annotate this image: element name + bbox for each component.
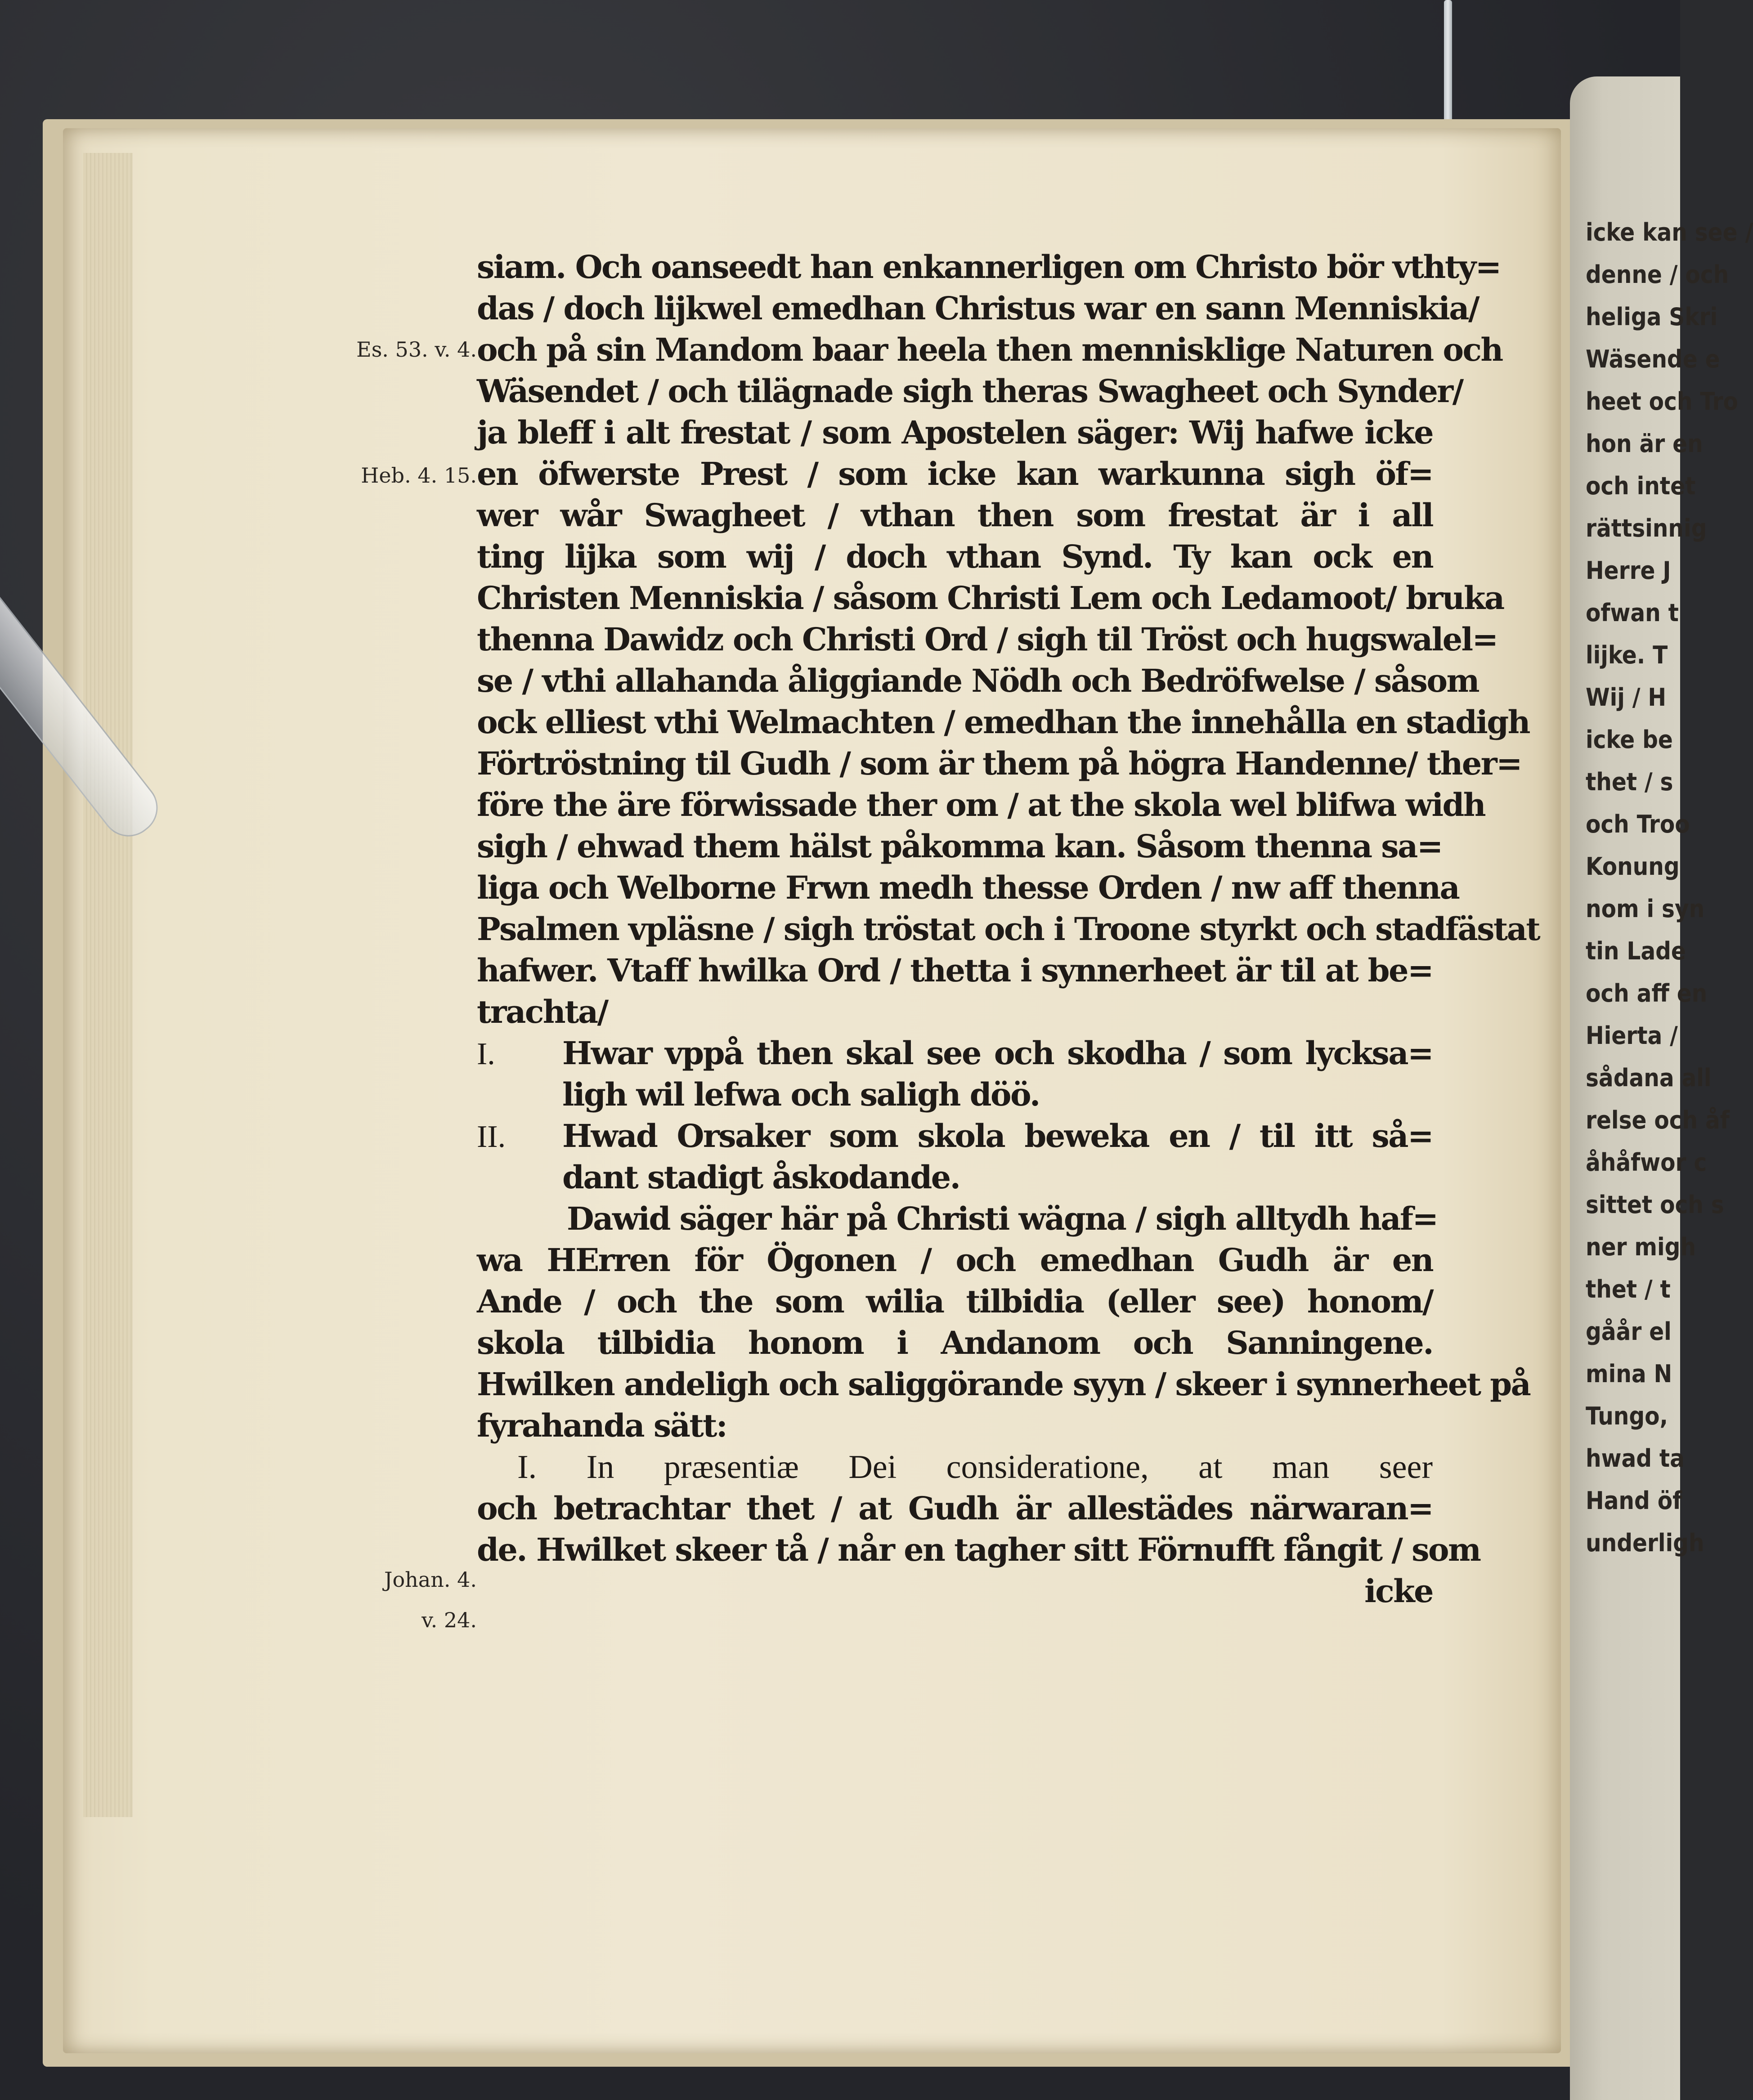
catchword: icke xyxy=(1364,1572,1433,1610)
text-line: liga och Welborne Frwn medh thesse Orden / nw aff thenna xyxy=(477,869,1459,906)
facing-page-line: thet / s xyxy=(1586,768,1673,796)
facing-page-line: ner migh xyxy=(1586,1233,1696,1261)
facing-page-line: rättsinnig xyxy=(1586,514,1707,542)
facing-page-line: nom i syn xyxy=(1586,895,1705,923)
text-line: Förtröstning til Gudh / som är them på högra Handenne/ ther= xyxy=(477,745,1522,782)
facing-page-line: hwad ta xyxy=(1586,1444,1685,1473)
text-line: Ande / och the som wilia tilbidia (eller see) honom/ xyxy=(477,1283,1433,1320)
page-leaves-stack xyxy=(83,153,133,1817)
facing-page-line: thet / t xyxy=(1586,1275,1671,1303)
text-line: före the äre förwissade ther om / at the skola wel blifwa widh xyxy=(477,786,1485,824)
list-item-number: I. xyxy=(477,1037,495,1071)
facing-page-line: relse och åf xyxy=(1586,1106,1730,1134)
facing-page-line: och aff en xyxy=(1586,979,1708,1007)
facing-page-line: sådana all xyxy=(1586,1064,1712,1092)
margin-note-john: Johan. 4. xyxy=(384,1567,477,1592)
text-line: Hwilken andeligh och saliggörande syyn / skeer i synnerheet på xyxy=(477,1366,1530,1403)
margin-note-john-verse: v. 24. xyxy=(421,1608,477,1632)
text-line: wa HErren för Ögonen / och emedhan Gudh är en xyxy=(477,1241,1433,1279)
latin-heading-line: I. In præsentiæ Dei consideratione, at man seer xyxy=(517,1449,1433,1486)
text-line: en öfwerste Prest / som icke kan warkunna sigh öf= xyxy=(477,455,1433,493)
facing-page-line: sittet och s xyxy=(1586,1191,1724,1219)
facing-page-line: Konung xyxy=(1586,852,1680,881)
facing-page-line: mina N xyxy=(1586,1360,1672,1388)
text-line: ock elliest vthi Welmachten / emedhan the innehålla en stadigh xyxy=(477,703,1529,741)
text-line: siam. Och oanseedt han enkannerligen om Christo bör vthty= xyxy=(477,248,1501,286)
text-line: das / doch lijkwel emedhan Christus war en sann Menniskia/ xyxy=(477,290,1479,327)
text-line: trachta/ xyxy=(477,993,608,1030)
facing-page-line: Wij / H xyxy=(1586,683,1667,712)
margin-note-isaiah: Es. 53. v. 4. xyxy=(356,337,477,362)
text-line: ja bleff i alt frestat / som Apostelen säger: Wij hafwe icke xyxy=(477,414,1433,451)
list-item-continuation: dant stadigt åskodande. xyxy=(562,1159,960,1196)
facing-page-line: Hierta / xyxy=(1586,1021,1678,1050)
text-line: se / vthi allahanda åliggiande Nödh och Bedröfwelse / såsom xyxy=(477,662,1479,699)
main-text-block xyxy=(477,246,1540,1612)
text-line: fyrahanda sätt: xyxy=(477,1407,727,1444)
facing-page-line: heet och Tro xyxy=(1586,387,1738,416)
text-line: och betrachtar thet / at Gudh är allestädes närwaran= xyxy=(477,1490,1433,1527)
facing-page-line: Tungo, xyxy=(1586,1402,1668,1430)
list-item-one xyxy=(477,1033,1433,1074)
facing-page-line: heliga Skri xyxy=(1586,303,1718,331)
facing-page-line: hon är en xyxy=(1586,430,1703,458)
text-line: sigh / ehwad them hälst påkomma kan. Såsom thenna sa= xyxy=(477,828,1442,865)
text-line: de. Hwilket skeer tå / når en tagher sitt Förnufft fångit / som xyxy=(477,1531,1480,1568)
facing-page-line: gåår el xyxy=(1586,1317,1672,1346)
list-item-number: II. xyxy=(477,1119,506,1154)
text-line: skola tilbidia honom i Andanom och Sanningene. xyxy=(477,1324,1433,1361)
text-line: Psalmen vpläsne / sigh tröstat och i Troone styrkt och stadfästat xyxy=(477,910,1540,948)
facing-page-line: ofwan t xyxy=(1586,599,1679,627)
list-item-continuation: ligh wil lefwa och saligh döö. xyxy=(562,1076,1040,1113)
text-line: ting lijka som wij / doch vthan Synd. Ty kan ock en xyxy=(477,538,1433,575)
facing-page-line: Hand öf xyxy=(1586,1487,1682,1515)
margin-note-hebrews: Heb. 4. 15. xyxy=(361,463,477,488)
binding-thread xyxy=(1444,0,1452,126)
facing-page-line: och Troo xyxy=(1586,810,1690,838)
text-line: Christen Menniskia / såsom Christi Lem och Ledamoot/ bruka xyxy=(477,579,1504,617)
facing-page-text xyxy=(1586,211,1753,1564)
facing-page-line: lijke. T xyxy=(1586,641,1668,669)
facing-page-line: Herre J xyxy=(1586,556,1671,585)
text-line: hafwer. Vtaff hwilka Ord / thetta i synnerheet är til at be= xyxy=(477,952,1433,989)
list-item-two xyxy=(477,1115,1433,1157)
list-item-text: Hwad Orsaker som skola beweka en / til itt så= xyxy=(562,1117,1433,1155)
facing-page-line: denne / och xyxy=(1586,260,1729,289)
text-line: och på sin Mandom baar heela then menniskligе Naturen och xyxy=(477,331,1502,368)
text-line: Dawid säger här på Christi wägna / sigh alltydh haf= xyxy=(567,1200,1438,1237)
facing-page-line: icke kan see / xyxy=(1586,218,1753,246)
text-line: thenna Dawidz och Christi Ord / sigh til Tröst och hugswalel= xyxy=(477,621,1497,658)
facing-page-line: och intet xyxy=(1586,472,1696,500)
text-line: wer wår Swagheet / vthan then som frestat är i all xyxy=(477,497,1433,534)
facing-page-line: åhåfwor c xyxy=(1586,1148,1707,1177)
facing-page-line: underligh xyxy=(1586,1529,1704,1557)
facing-page-line: icke be xyxy=(1586,725,1673,754)
facing-page-line: Wäsende e xyxy=(1586,345,1720,373)
text-line: Wäsendet / och tilägnade sigh theras Swagheet och Synder/ xyxy=(477,372,1463,410)
facing-page-line: tin Lade xyxy=(1586,937,1686,965)
list-item-text: Hwar vppå then skal see och skodha / som lycksa= xyxy=(562,1034,1433,1072)
